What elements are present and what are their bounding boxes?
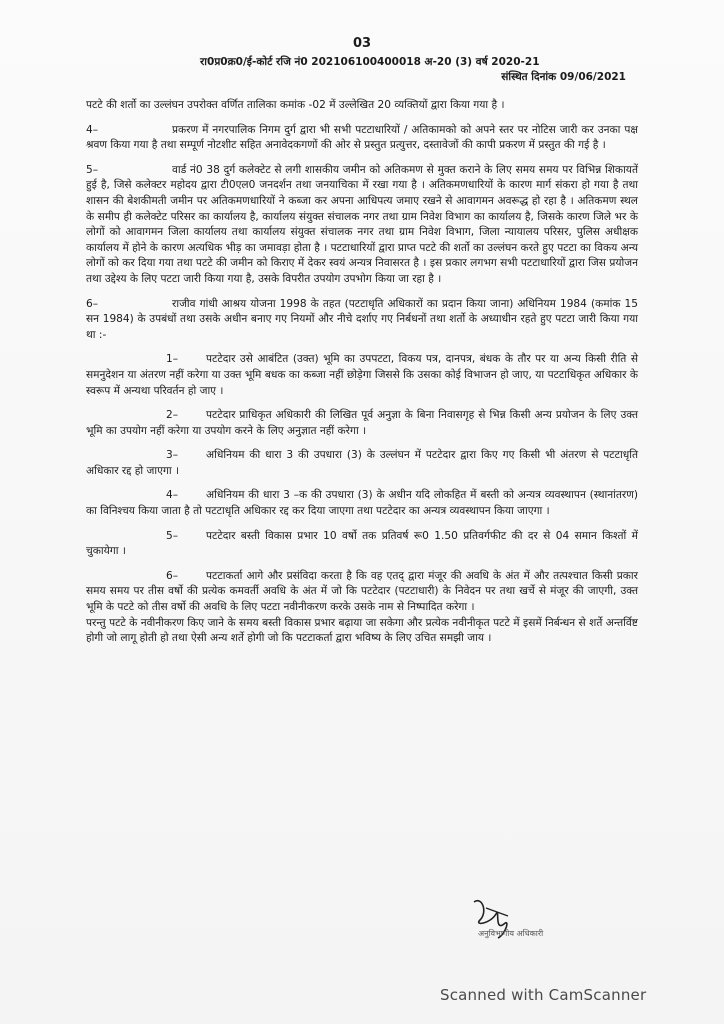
condition-3 (86, 448, 638, 479)
filing-date: संस्थित दिनांक 09/06/2021 (501, 71, 626, 83)
paragraph-6-text: राजीव गांधी आश्रय योजना 1998 के तहत (पटटाधृति अधिकारों का प्रदान किया जाना) अधिनियम 1984 (कमांक 15 सन 1984) के उपबंधों तथा उसके अधीन बनाए गए नियमों और नीचे दर्शाए गए निर्बधनों तथा शर्तो के अध्याधीन रहते हुए पटटा जारी किया गया था :- (86, 297, 638, 341)
condition-4-number: 4– (166, 489, 179, 502)
condition-5 (86, 529, 638, 560)
condition-5-text: पटटेदार बस्ती विकास प्रभार 10 वर्षो तक प्रतिवर्ष रू0 1.50 प्रतिवर्गफीट की दर से 04 समान किश्तों में चुकायेगा । (86, 529, 638, 558)
condition-2 (86, 408, 638, 439)
condition-6-text: पटटाकर्ता आगे और प्रसंविदा करता है कि वह एतद् द्वारा मंजूर की अवधि के अंत में और तत्पश्चात किसी प्रकार समय समय पर तीस वर्षो की प्रत्येक कमवर्ती अवधि के अंत में जो कि पटटेदार (पटटाधारी) के निवेदन पर तथा खर्चे से मंजूर की जाएगी, उक्त भूमि के पटटे को तीस वर्षो की अवधि के लिए पटटा नवीनीकरण करके उसके नाम से निष्पादित करेगा । (86, 569, 638, 614)
case-reference-number: रा0प्र0क्र0/ई-कोर्ट रजि नं0 202106100400018 अ-20 (3) वर्ष 2020-21 (200, 56, 540, 68)
condition-6 (86, 569, 638, 616)
condition-3-number: 3– (166, 449, 179, 462)
paragraph-5 (86, 163, 638, 288)
paragraph-4-text: प्रकरण में नगरपालिक निगम दुर्ग द्वारा भी सभी पटटाधारियों / अतिकामको को अपने स्तर पर नोटिस जारी कर उनका पक्ष श्रवण किया गया है तथा सम्पूर्ण नोटशीट सहित अनावेदकगणों की ओर से प्रस्तुत प्रत्युत्तर, दस्तावेजों की कापी प्रकरण में प्रस्तुत की गई है । (86, 123, 638, 152)
condition-1-text: पटटेदार उसे आबंटित (उक्त) भूमि का उपपटटा, विकय पत्र, दानपत्र, बंधक के तौर पर या अन्य किसी रीति से समनुदेशन या अंतरण नहीं करेगा या उक्त भूमि बधक का कब्जा नहीं छोड़ेगा जिससे कि उसका कोई विभाजन हो जाए, या पटटाधिकृत अधिकार के स्वरूप में अन्यथा परिवर्तन हो जाए । (86, 353, 639, 397)
paragraph-6-number: 6– (86, 297, 99, 310)
signatory-designation: अनुविभागीय अधिकारी (478, 929, 544, 938)
intro-paragraph: पटटे की शर्तो का उल्लंघन उपरोक्त वर्णित तालिका कमांक -02 में उल्लेखित 20 व्यक्तियों द्वारा किया गया है । (86, 99, 505, 111)
order-body (86, 98, 638, 647)
case-reference (200, 55, 630, 85)
paragraph-4-number: 4– (86, 123, 99, 136)
paragraph-5-text: वार्ड नं0 38 दुर्ग कलेक्टेट से लगी शासकीय जमीन को अतिकमण से मुक्त कराने के लिए समय समय पर विभिन्न शिकायतें हुई है, जिसे कलेक्टर महोदय द्वारा टी0एल0 जनदर्शन तथा जनयाचिका में रखा गया है । अतिकमणधारियों के कारण मार्ग संकरा हो गया है तथा शासन की बेशकीमती जमीन पर अतिकमणधारियों ने कब्जा कर अपना आधिपत्य जमाए रखने से आवागमन अवरूद्ध हो रहा है । अतिकमण स्थल के समीप ही कलेक्टेट परिसर का कार्यालय है, कार्यालय संयुक्त संचालक नगर तथा ग्राम निवेश विभाग का कार्यालय है, जिसके कारण जिले भर के लोगों को आवागमन जिला कार्यालय तथा कार्यालय संयुक्त संचालक नगर तथा ग्राम निवेश विभाग, जिला न्यायालय परिसर, पुलिस अधीक्षक कार्यालय में होने के कारण अत्यधिक भीड़ का जमावड़ा होता है । पटटाधारियों द्वारा प्राप्त पटटे की शर्तो का उल्लंघन करते हुए पटटा का विकय अन्य लोगों को कर दिया गया तथा पटटे की जमीन को किराए में देकर स्वयं अन्यत्र निवासरत है । इस प्रकार लगभग सभी पटटाधारियों द्वारा जिस प्रयोजन तथा उद्देश्य के लिए पटटा जारी किया गया है, उसके विपरीत उपयोग उपभोग किया जा रहा है । (86, 163, 638, 285)
paragraph-5-number: 5– (86, 163, 99, 176)
condition-6-number: 6– (166, 569, 179, 582)
condition-5-number: 5– (166, 529, 179, 542)
page-number: 03 (352, 36, 372, 51)
paragraph-4 (86, 123, 638, 154)
condition-1-number: 1– (166, 353, 179, 366)
condition-4-text: अधिनियम की धारा 3 –क की उपधारा (3) के अधीन यदि लोकहित में बस्ती को अन्यत्र व्यवस्थापन (स्थानांतरण) का विनिश्चय किया जाता है तो पटटाधृति अधिकार रद्द कर दिया जाएगा तथा पटटेदार का अन्यत्र व्यवस्थापन किया जाएगा । (86, 489, 638, 518)
condition-2-number: 2– (166, 409, 179, 422)
condition-1 (86, 352, 638, 399)
condition-3-text: अधिनियम की धारा 3 की उपधारा (3) के उल्लंघन में पटटेदार द्वारा किए गए किसी भी अंतरण से पटटाधृति अधिकार रद्द हो जाएगा । (86, 449, 638, 477)
condition-2-text: पटटेदार प्राधिकृत अधिकारी की लिखित पूर्व अनुज्ञा के बिना निवासगृह से भिन्न किसी अन्य प्रयोजन के लिए उक्त भूमि का उपयोग नहीं करेगा या उपयोग करने के लिए अनुज्ञात नहीं करेगा । (86, 409, 638, 437)
condition-4 (86, 488, 638, 519)
camscanner-watermark: Scanned with CamScanner (440, 986, 647, 1004)
paragraph-6 (86, 297, 638, 344)
final-paragraph: परन्तु पटटे के नवीनीकरण किए जाने के समय बस्ती विकास प्रभार बढ़ाया जा सकेगा और प्रत्येक नवीनीकृत पटटे में इसमें निर्बन्धन से शर्ते अन्तर्विष्ट होगी जो लागू होती हो तथा ऐसी अन्य शर्ते होगी जो कि पटटाकर्ता द्वारा भविष्य के लिए उचित समझी जाय । (86, 616, 638, 645)
